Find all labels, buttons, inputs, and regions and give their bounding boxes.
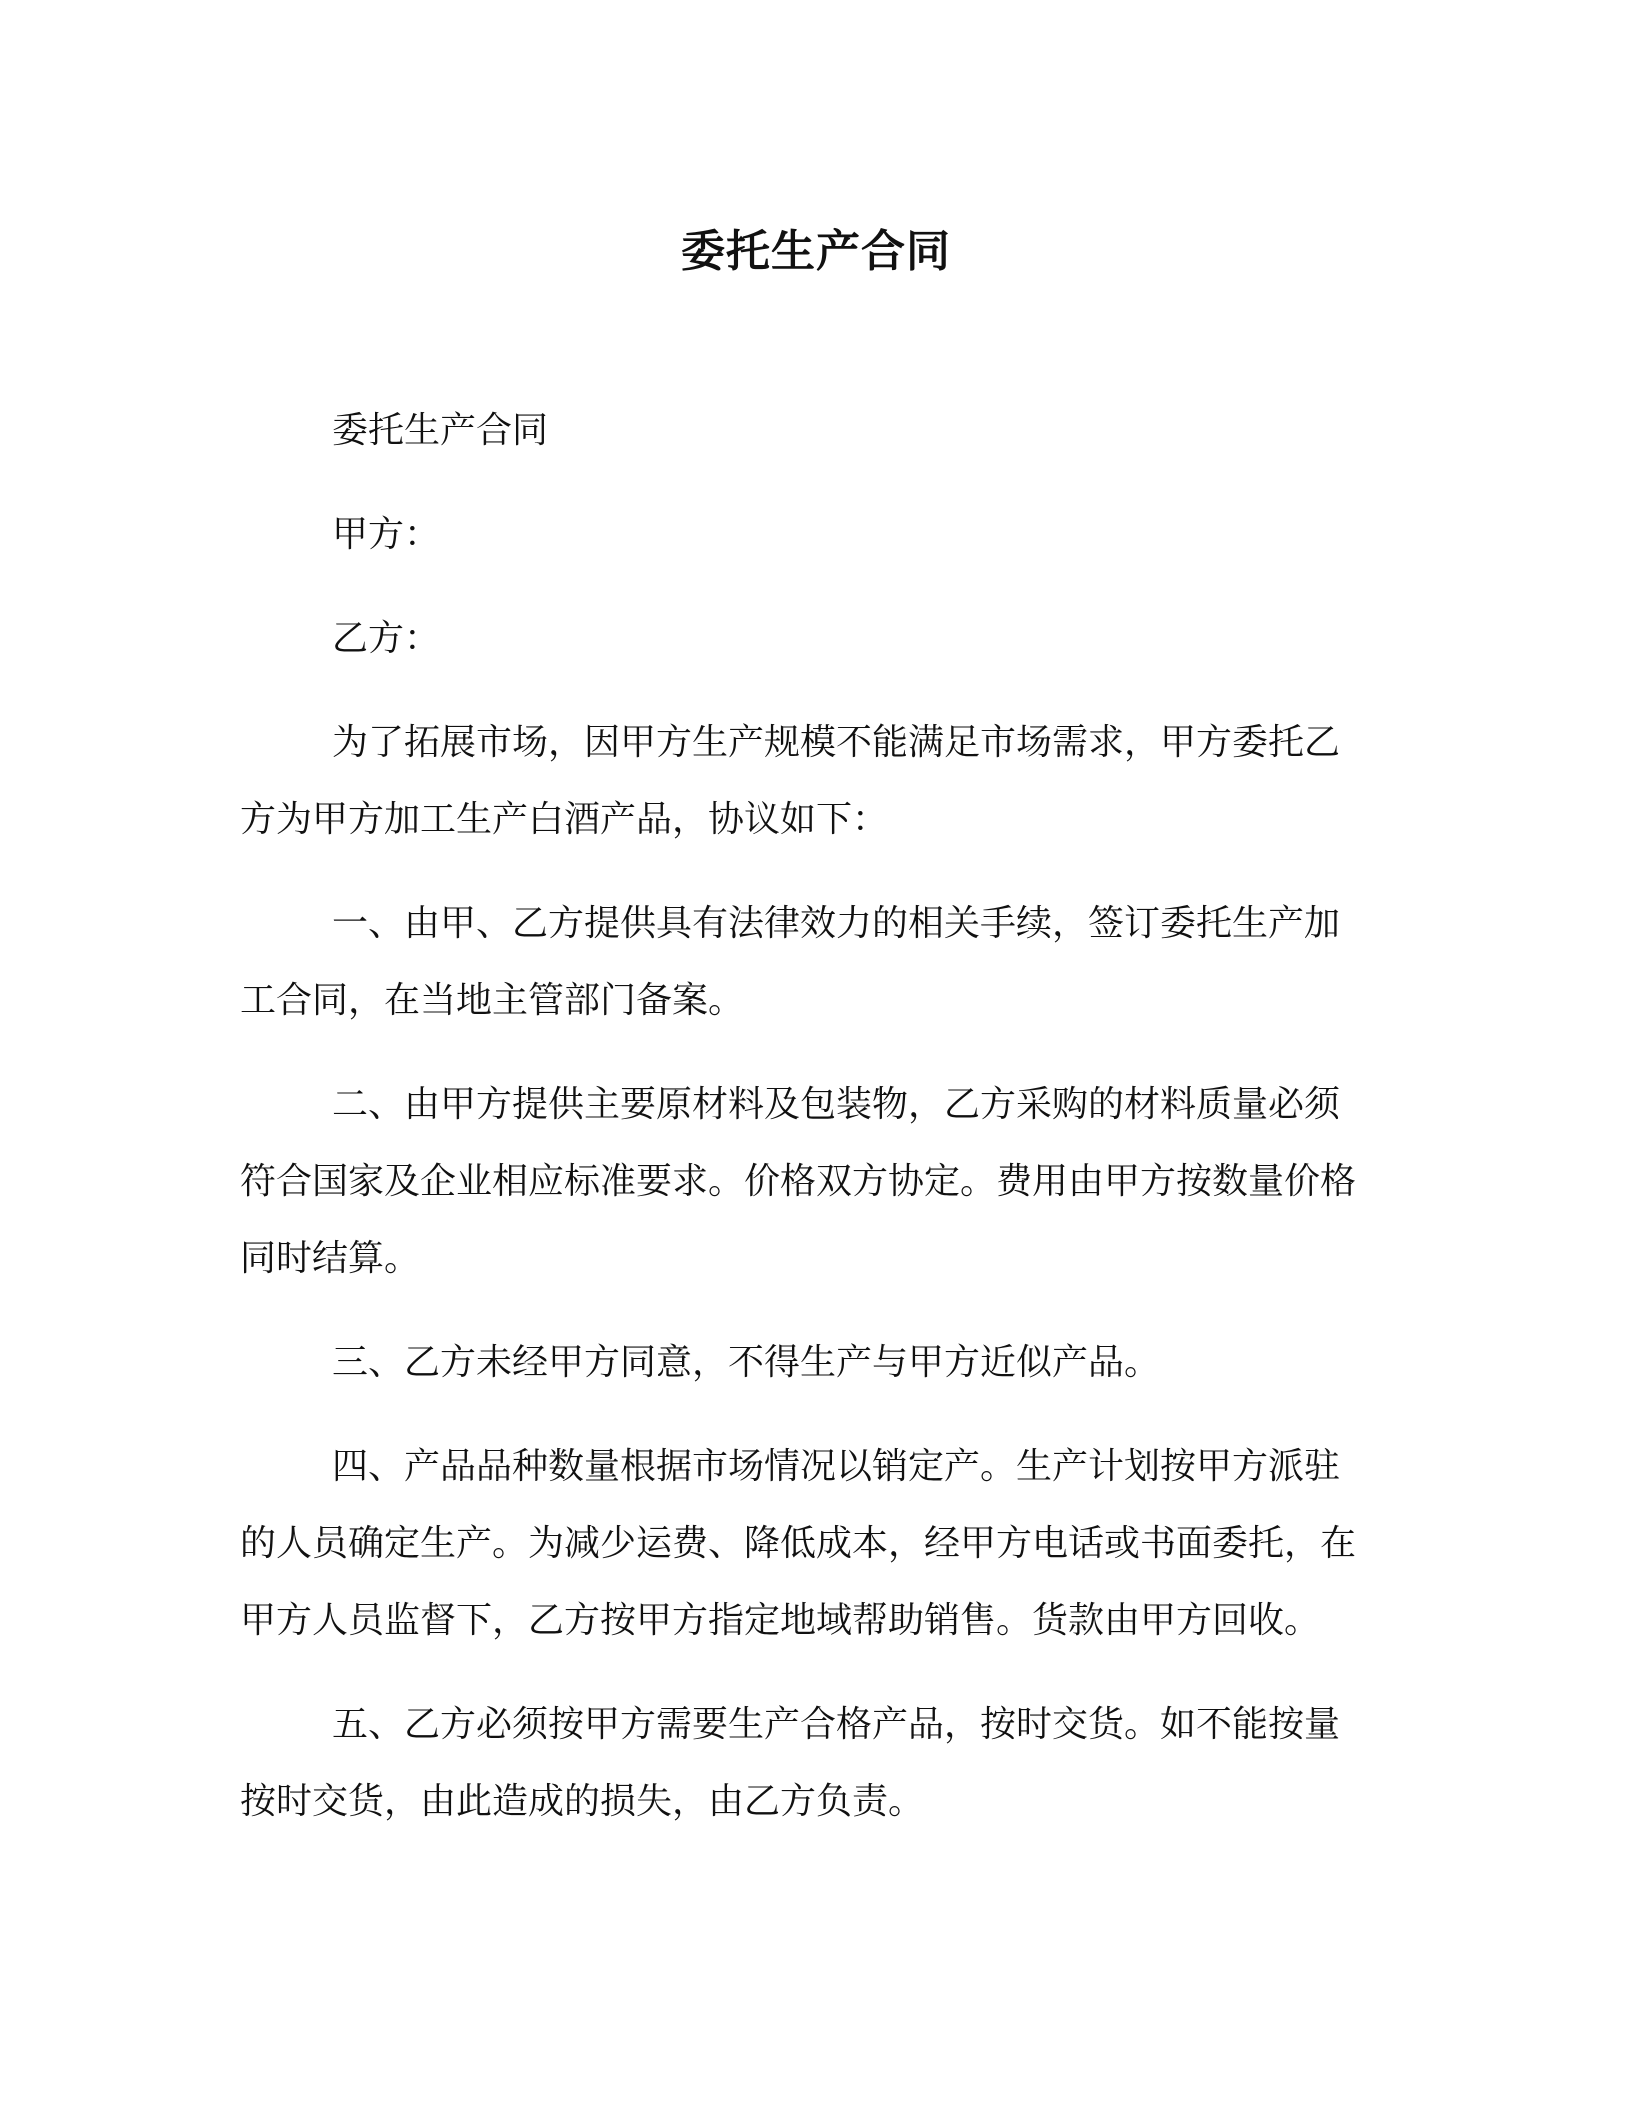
document-body	[240, 392, 1375, 1867]
party-a-line: 甲方：	[332, 514, 441, 555]
clause-2: 二、由甲方提供主要原材料及包装物，乙方采购的材料质量必须符合国家及企业相应标准要求。价格双方协定。费用由甲方按数量价格同时结算。	[240, 1084, 1357, 1279]
contract-heading: 委托生产合同	[332, 410, 549, 451]
clause-1: 一、由甲、乙方提供具有法律效力的相关手续，签订委托生产加工合同，在当地主管部门备案。	[240, 903, 1341, 1021]
clause-4: 四、产品品种数量根据市场情况以销定产。生产计划按甲方派驻的人员确定生产。为减少运费、降低成本，经甲方电话或书面委托，在甲方人员监督下，乙方按甲方指定地域帮助销售。货款由甲方回收。	[240, 1446, 1357, 1641]
document-title: 委托生产合同	[681, 226, 951, 277]
clause-3: 三、乙方未经甲方同意，不得生产与甲方近似产品。	[332, 1342, 1161, 1383]
clause-5: 五、乙方必须按甲方需要生产合格产品，按时交货。如不能按量按时交货，由此造成的损失，由乙方负责。	[240, 1704, 1341, 1822]
party-b-line: 乙方：	[332, 618, 441, 659]
preamble-paragraph: 为了拓展市场，因甲方生产规模不能满足市场需求，甲方委托乙方为甲方加工生产白酒产品，协议如下：	[240, 722, 1341, 840]
